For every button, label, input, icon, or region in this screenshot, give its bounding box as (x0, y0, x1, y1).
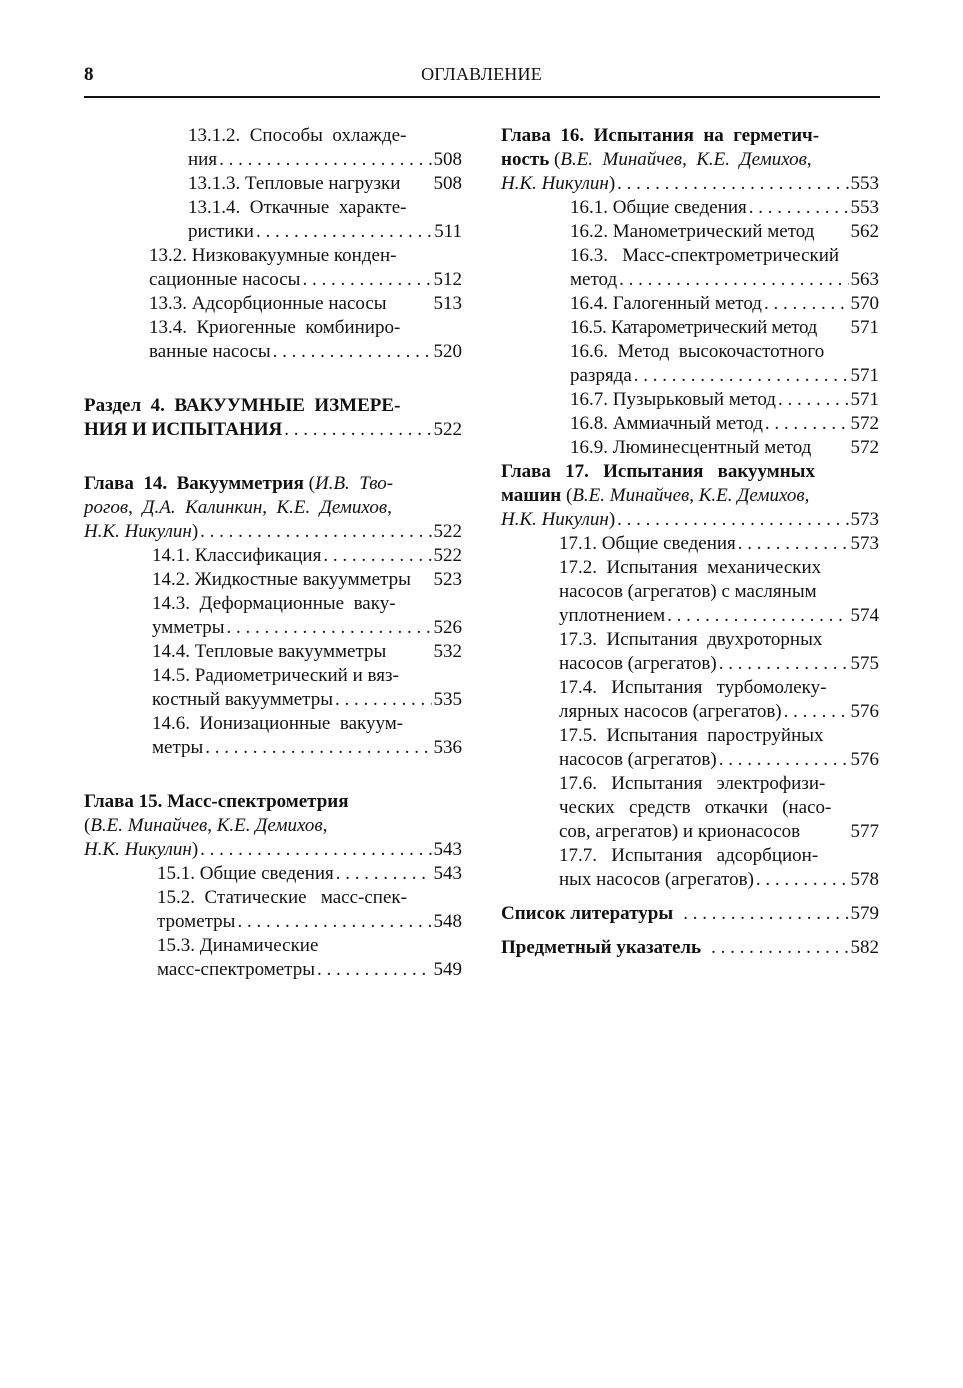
leader-dots (756, 868, 849, 892)
toc-entry-text: насосов (агрегатов) (559, 749, 717, 770)
punctuation: , (322, 815, 328, 836)
toc-entry-16-8[interactable] (501, 412, 879, 436)
leader-dots (711, 936, 848, 960)
toc-chapter-title: Глава 17. Испытания вакуумных (501, 461, 816, 482)
toc-entry-16-3[interactable] (501, 244, 879, 292)
toc-page-number: 532 (433, 641, 462, 662)
punctuation: ( (303, 473, 315, 494)
leader-dots (634, 364, 849, 388)
toc-entry-13-1-2[interactable] (84, 124, 462, 172)
punctuation: ( (84, 815, 91, 836)
punctuation: ) (191, 839, 199, 860)
toc-entry-text: 15.2. Статические масс-спек- (157, 887, 407, 908)
toc-right-column (501, 124, 879, 960)
leader-dots (683, 902, 848, 926)
toc-entry-text: 13.3. Адсорбционные насосы (149, 293, 387, 314)
toc-entry-text: 17.4. Испытания турбомолеку- (559, 677, 827, 698)
toc-chapter-17[interactable] (501, 460, 879, 532)
toc-page-number: 563 (850, 269, 879, 290)
leader-dots (256, 220, 432, 244)
leader-dots (302, 268, 431, 292)
toc-entry-text: трометры (157, 911, 236, 932)
toc-entry-text: 14.1. Классификация (152, 545, 322, 566)
toc-page-number: 512 (433, 269, 462, 290)
toc-entry-text: 17.5. Испытания пароструйных (559, 725, 824, 746)
toc-page-number: 575 (850, 653, 879, 674)
toc-section-title: Предметный указатель (501, 937, 702, 958)
toc-authors: К.Е. Демихов (698, 485, 805, 506)
toc-entry-text: 17.6. Испытания электрофизи- (559, 773, 826, 794)
toc-entry-13-1-4[interactable] (84, 196, 462, 244)
leader-dots (719, 748, 849, 772)
toc-entry-17-6[interactable] (501, 772, 879, 844)
leader-dots (273, 340, 432, 364)
punctuation: ( (549, 149, 561, 170)
punctuation: , (689, 485, 699, 506)
toc-page-number: 572 (850, 413, 879, 434)
toc-entry-16-4[interactable] (501, 292, 879, 316)
toc-entry-text: насосов (агрегатов) с масляным (559, 581, 817, 602)
toc-page-number: 526 (433, 617, 462, 638)
toc-entry-text: масс-спектрометры (157, 959, 315, 980)
punctuation: ) (608, 173, 616, 194)
toc-page-number: 535 (433, 689, 462, 710)
toc-entry-text: костный вакуумметры (152, 689, 333, 710)
toc-entry-text: ния (188, 149, 218, 170)
toc-entry-text: сов, агрегатов) и крионасосов (559, 821, 801, 842)
toc-entry-text: 17.1. Общие сведения (559, 533, 736, 554)
toc-entry-17-2[interactable] (501, 556, 879, 628)
toc-page-number: 577 (850, 821, 879, 842)
toc-entry-17-4[interactable] (501, 676, 879, 724)
toc-entry-text: сационные насосы (149, 269, 301, 290)
toc-chapter-14[interactable] (84, 472, 462, 544)
leader-dots (237, 910, 431, 934)
toc-entry-15-3[interactable] (84, 934, 462, 982)
leader-dots (617, 172, 848, 196)
toc-page-number: 548 (433, 911, 462, 932)
leader-dots (205, 736, 431, 760)
leader-dots (619, 268, 848, 292)
toc-entry-14-4[interactable] (84, 640, 462, 664)
toc-entry-16-9[interactable] (501, 436, 879, 460)
leader-dots (317, 958, 432, 982)
toc-entry-text: метры (152, 737, 204, 758)
toc-entry-text: умметры (152, 617, 225, 638)
toc-page-number: 562 (850, 221, 879, 242)
punctuation: , (806, 149, 812, 170)
toc-entry-17-3[interactable] (501, 628, 879, 676)
toc-entry-text: 14.2. Жидкостные вакуумметры (152, 569, 411, 590)
toc-entry-text: 16.9. Люминесцентный метод (570, 437, 812, 458)
leader-dots (335, 688, 432, 712)
toc-entry-text: 16.6. Метод высокочастотного (570, 341, 825, 362)
toc-page-number: 573 (850, 509, 879, 530)
toc-entry-text: ных насосов (агрегатов) (559, 869, 754, 890)
toc-entry-text: 15.3. Динамические (157, 935, 319, 956)
toc-chapter-title: Глава 14. Вакуумметрия (84, 473, 304, 494)
toc-page-number: 508 (433, 173, 462, 194)
toc-entry-17-5[interactable] (501, 724, 879, 772)
toc-entry-text: 17.7. Испытания адсорбцион- (559, 845, 819, 866)
leader-dots (719, 652, 849, 676)
toc-entry-text: 16.1. Общие сведения (570, 197, 747, 218)
toc-page-number: 511 (434, 221, 462, 242)
leader-dots (749, 196, 849, 220)
toc-page-number: 522 (433, 419, 462, 440)
leader-dots (764, 292, 849, 316)
toc-page-number: 572 (850, 437, 879, 458)
toc-entry-16-2[interactable] (501, 220, 879, 244)
toc-page-number: 522 (433, 521, 462, 542)
toc-authors: И.В. Тво- (314, 473, 394, 494)
toc-page-number: 576 (850, 749, 879, 770)
toc-entry-text: 16.2. Манометрический метод (570, 221, 815, 242)
toc-page-number: 513 (433, 293, 462, 314)
toc-authors: Д.А. Калинкин (142, 497, 263, 518)
leader-dots (336, 862, 432, 886)
toc-chapter-15[interactable] (84, 790, 462, 862)
punctuation: , (207, 815, 217, 836)
toc-entry-text: 13.1.4. Откачные характе- (188, 197, 407, 218)
toc-entry-text: метод (570, 269, 618, 290)
toc-entry-text: 14.4. Тепловые вакуумметры (152, 641, 387, 662)
toc-entry-text: 14.3. Деформационные ваку- (152, 593, 396, 614)
toc-bibliography[interactable] (501, 902, 879, 926)
toc-chapter-title: Глава 16. Испытания на герметич- (501, 125, 820, 146)
toc-entry-16-6[interactable] (501, 340, 879, 388)
toc-entry-15-1[interactable] (84, 862, 462, 886)
toc-entry-text: уплотнением (559, 605, 666, 626)
punctuation: , (262, 497, 277, 518)
toc-entry-16-7[interactable] (501, 388, 879, 412)
running-title: ОГЛАВЛЕНИЕ (421, 64, 542, 84)
toc-page-number: 523 (433, 569, 462, 590)
toc-entry-text: 16.3. Масс-спектрометрический (570, 245, 840, 266)
toc-entry-text: 17.3. Испытания двухроторных (559, 629, 823, 650)
leader-dots (200, 838, 431, 862)
toc-page-number: 553 (850, 197, 879, 218)
running-header (84, 64, 879, 90)
toc-chapter-title: Глава 15. Масс-спектрометрия (84, 791, 349, 812)
toc-entry-17-1[interactable] (501, 532, 879, 556)
toc-entry-text: 15.1. Общие сведения (157, 863, 334, 884)
toc-entry-13-1-3[interactable] (84, 172, 462, 196)
toc-authors: Н.К. Никулин (501, 173, 609, 194)
toc-authors: рогов (84, 497, 129, 518)
toc-authors: В.Е. Минайчев (560, 149, 683, 170)
leader-dots (284, 418, 431, 442)
toc-left-column (84, 124, 462, 982)
toc-page-number: 553 (850, 173, 879, 194)
toc-entry-17-7[interactable] (501, 844, 879, 892)
toc-page-number: 571 (850, 365, 879, 386)
toc-entry-text: 17.2. Испытания механических (559, 557, 822, 578)
toc-entry-13-4[interactable] (84, 316, 462, 364)
leader-dots (219, 148, 431, 172)
toc-entry-text: ристики (188, 221, 254, 242)
toc-page-number: 573 (850, 533, 879, 554)
toc-entry-text: 13.2. Низковакуумные конден- (149, 245, 397, 266)
toc-entry-16-5[interactable] (501, 316, 879, 340)
toc-entry-14-6[interactable] (84, 712, 462, 760)
toc-section-4[interactable] (84, 394, 462, 442)
leader-dots (778, 388, 849, 412)
toc-page-number: 579 (850, 903, 879, 924)
punctuation: , (387, 497, 392, 518)
toc-entry-13-2[interactable] (84, 244, 462, 292)
toc-chapter-16[interactable] (501, 124, 879, 196)
toc-page-number: 543 (433, 839, 462, 860)
toc-subject-index[interactable] (501, 936, 879, 960)
punctuation: ( (561, 485, 573, 506)
toc-entry-text: ванные насосы (149, 341, 271, 362)
header-rule (84, 96, 880, 98)
toc-page-number: 576 (850, 701, 879, 722)
toc-entry-13-3[interactable] (84, 292, 462, 316)
toc-entry-text: ческих средств откачки (насо- (559, 797, 832, 818)
toc-entry-text: 14.5. Радиометрический и вяз- (152, 665, 399, 686)
toc-authors: Н.К. Никулин (84, 521, 192, 542)
toc-chapter-title: машин (501, 485, 562, 506)
toc-page-number: 571 (850, 389, 879, 410)
toc-page-number: 571 (850, 317, 879, 338)
leader-dots (765, 412, 849, 436)
punctuation: , (804, 485, 810, 506)
punctuation: , (128, 497, 143, 518)
toc-entry-text: 16.8. Аммиачный метод (570, 413, 763, 434)
toc-page-number: 522 (433, 545, 462, 566)
toc-entry-text: 13.1.3. Тепловые нагрузки (188, 173, 401, 194)
toc-page-number: 574 (850, 605, 879, 626)
page-number: 8 (84, 64, 94, 85)
toc-entry-text: лярных насосов (агрегатов) (559, 701, 782, 722)
leader-dots (617, 508, 848, 532)
toc-entry-text: 16.7. Пузырьковый метод (570, 389, 776, 410)
toc-page-number: 570 (850, 293, 879, 314)
leader-dots (667, 604, 848, 628)
punctuation: , (682, 149, 697, 170)
toc-section-title: Раздел 4. ВАКУУМНЫЕ ИЗМЕРЕ- (84, 395, 401, 416)
toc-page-number: 508 (433, 149, 462, 170)
toc-entry-14-3[interactable] (84, 592, 462, 640)
toc-entry-16-1[interactable] (501, 196, 879, 220)
leader-dots (200, 520, 431, 544)
toc-entry-text: 13.1.2. Способы охлажде- (188, 125, 407, 146)
toc-authors: К.Е. Демихов (696, 149, 807, 170)
toc-section-title: НИЯ И ИСПЫТАНИЯ (84, 419, 283, 440)
toc-authors: Н.К. Никулин (501, 509, 609, 530)
toc-page-number: 549 (433, 959, 462, 980)
toc-page-number: 578 (850, 869, 879, 890)
leader-dots (323, 544, 431, 568)
punctuation: ) (191, 521, 199, 542)
leader-dots (227, 616, 432, 640)
toc-page-number: 536 (433, 737, 462, 758)
toc-entry-14-1[interactable] (84, 544, 462, 568)
toc-entry-text: насосов (агрегатов) (559, 653, 717, 674)
toc-entry-text: 16.5. Катарометрический метод (570, 317, 818, 338)
toc-entry-14-5[interactable] (84, 664, 462, 712)
toc-page-number: 543 (433, 863, 462, 884)
toc-entry-text: 16.4. Галогенный метод (570, 293, 762, 314)
toc-chapter-title: ность (501, 149, 550, 170)
toc-page-number: 520 (433, 341, 462, 362)
toc-page-number: 582 (850, 937, 879, 958)
leader-dots (784, 700, 849, 724)
leader-dots (738, 532, 849, 556)
toc-authors: Н.К. Никулин (84, 839, 192, 860)
toc-entry-text: 13.4. Криогенные комбиниро- (149, 317, 401, 338)
toc-entry-14-2[interactable] (84, 568, 462, 592)
toc-authors: К.Е. Демихов (276, 497, 388, 518)
toc-entry-text: разряда (570, 365, 632, 386)
toc-authors: К.Е. Демихов (216, 815, 323, 836)
toc-authors: В.Е. Минайчев (572, 485, 690, 506)
toc-entry-text: 14.6. Ионизационные вакуум- (152, 713, 404, 734)
toc-section-title: Список литературы (501, 903, 674, 924)
toc-authors: В.Е. Минайчев (90, 815, 208, 836)
punctuation: ) (608, 509, 616, 530)
toc-entry-15-2[interactable] (84, 886, 462, 934)
